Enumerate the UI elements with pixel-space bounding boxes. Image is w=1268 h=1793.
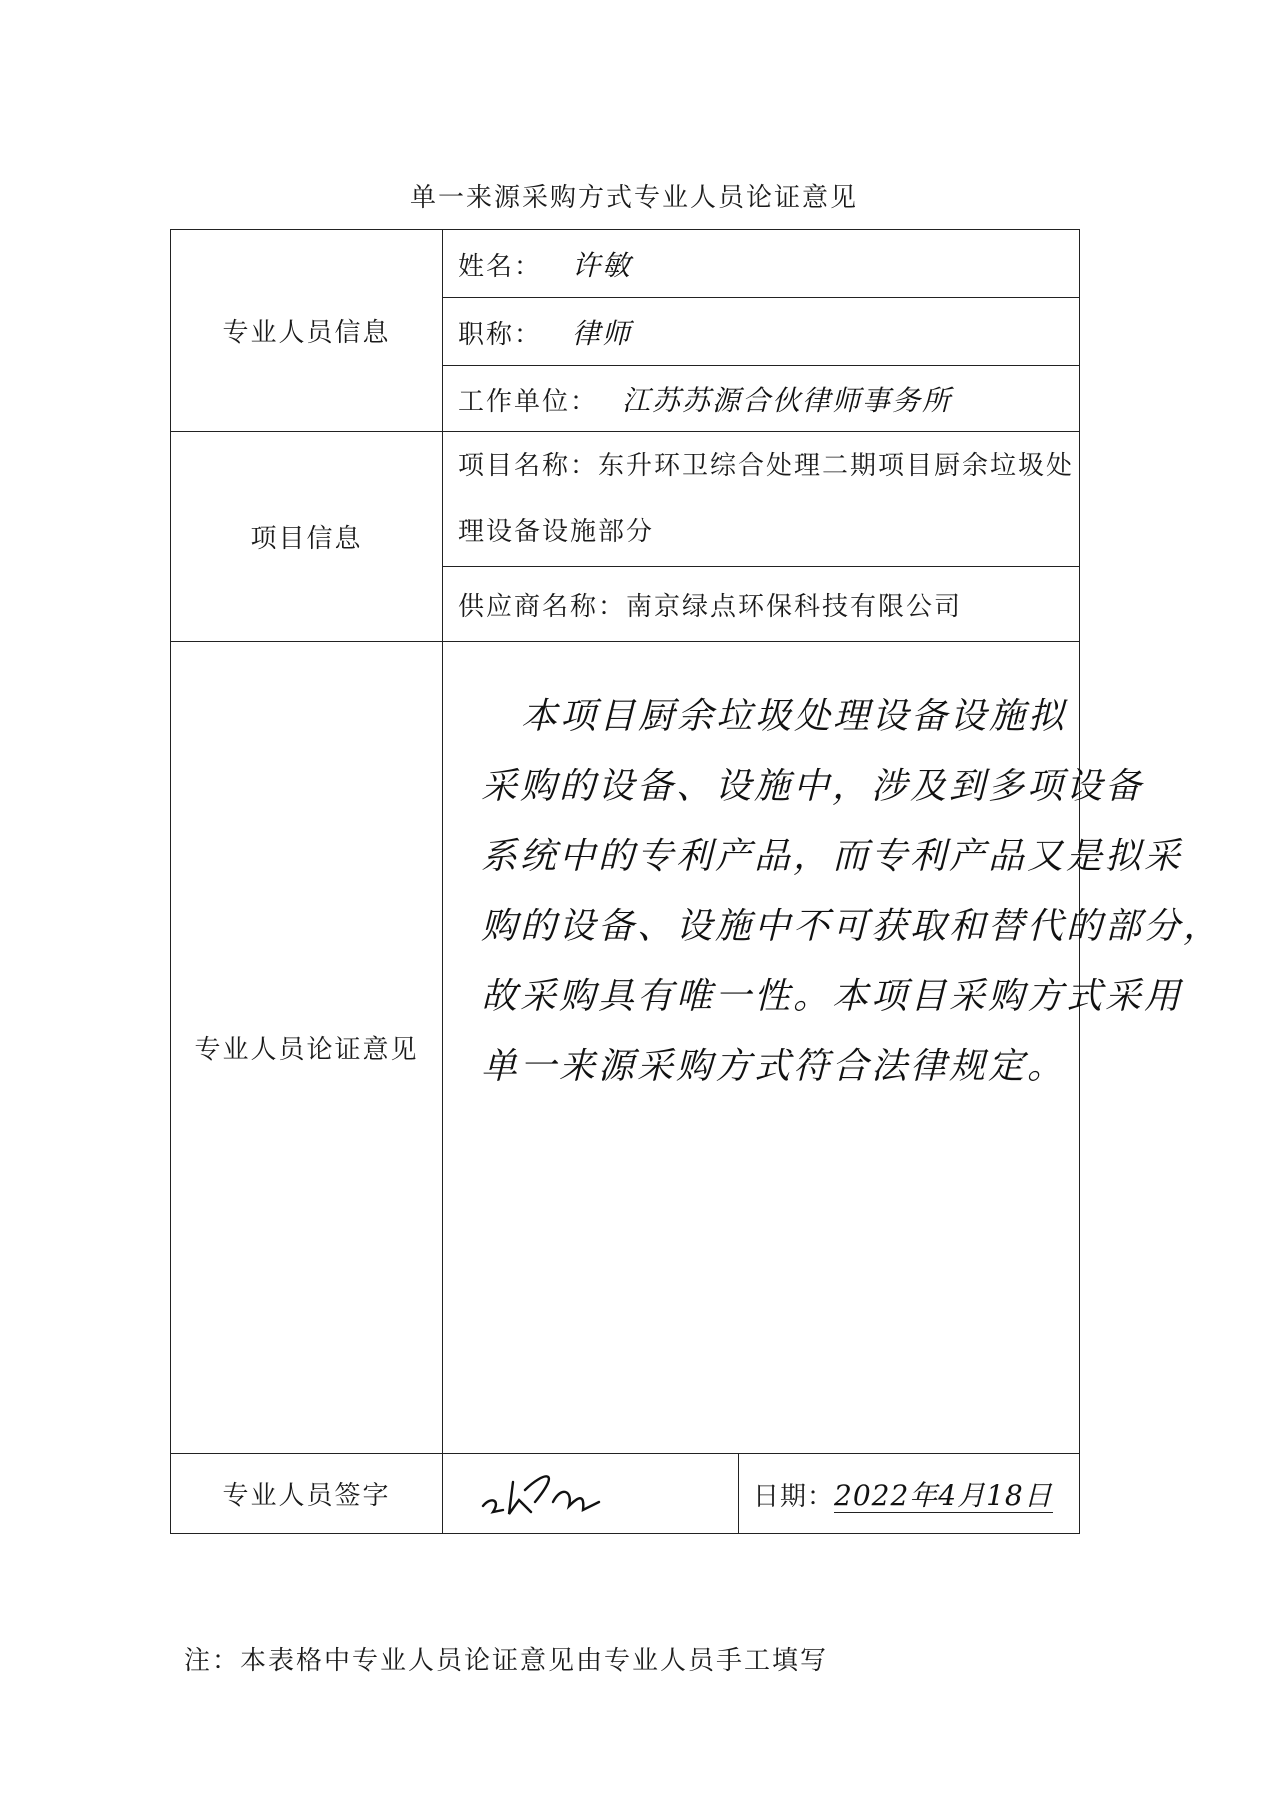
name-label: 姓名：: [458, 251, 543, 282]
opinion-line: 采购的设备、设施中，涉及到多项设备: [481, 766, 1145, 807]
opinion-text: [443, 642, 1223, 1102]
opinion-line: 单一来源采购方式符合法律规定。: [481, 1046, 1067, 1087]
employer-row: [443, 366, 1080, 432]
form-title: 单一来源采购方式专业人员论证意见: [409, 183, 858, 213]
employer-label: 工作单位：: [458, 386, 599, 417]
employer-handwritten: 江苏苏源合伙律师事务所: [622, 383, 953, 417]
name-row: [443, 230, 1080, 298]
project-info-label: 项目信息: [171, 432, 443, 642]
supplier-name: 供应商名称：南京绿点环保科技有限公司: [443, 567, 1080, 642]
signature-label: 专业人员签字: [171, 1454, 443, 1534]
opinion-label: 专业人员论证意见: [171, 642, 443, 1454]
job-title-row: [443, 298, 1080, 366]
job-title-label: 职称：: [458, 319, 543, 350]
footnote: 注：本表格中专业人员论证意见由专业人员手工填写: [184, 1646, 829, 1676]
date-label: 日期：: [753, 1481, 835, 1512]
opinion-line: 系统中的专利产品，而专利产品又是拟采: [481, 836, 1184, 877]
project-name: 项目名称：东升环卫综合处理二期项目厨余垃圾处理设备设施部分: [443, 432, 1080, 567]
date-handwritten: 2022年4月18日: [834, 1478, 1053, 1512]
opinion-handwritten-area: [443, 642, 1223, 1454]
demonstration-form-table: [170, 229, 1223, 1534]
opinion-line: 故采购具有唯一性。本项目采购方式采用: [481, 976, 1184, 1017]
handwritten-signature: [473, 1462, 673, 1528]
opinion-line: 购的设备、设施中不可获取和替代的部分，: [481, 906, 1223, 947]
personnel-info-label: 专业人员信息: [171, 230, 443, 432]
date-cell: [739, 1454, 1080, 1534]
signature-cell: [443, 1454, 739, 1534]
job-title-handwritten: 律师: [572, 316, 633, 350]
opinion-line: 本项目厨余垃圾处理设备设施拟: [521, 696, 1068, 737]
name-handwritten: 许敏: [572, 248, 633, 282]
